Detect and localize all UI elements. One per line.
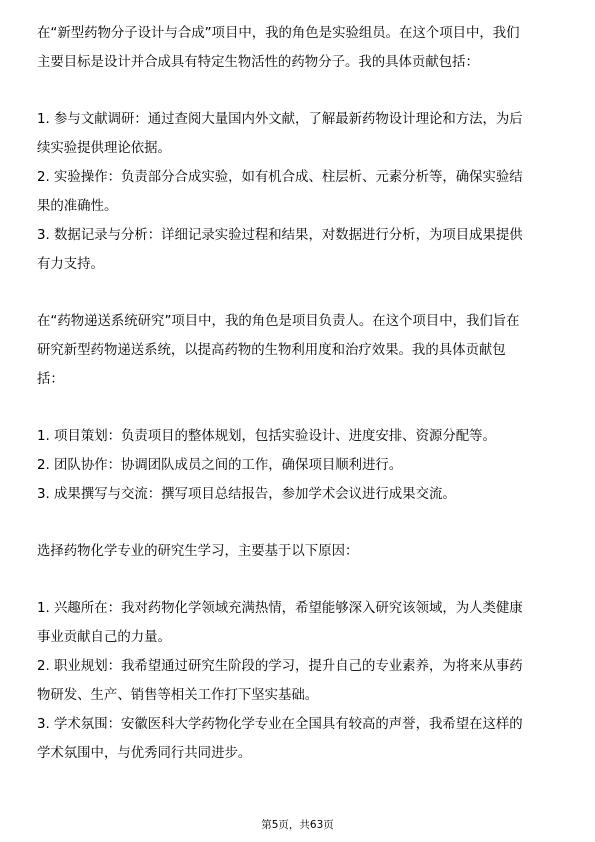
page-number: 第5页，共63页 — [261, 819, 334, 831]
text-line: 3. 成果撰写与交流：撰写项目总结报告，参加学术会议进行成果交流。 — [37, 487, 456, 502]
text-line: 续实验提供理论依据。 — [37, 141, 171, 156]
text-line: 2. 团队协作：协调团队成员之间的工作，确保项目顺利进行。 — [37, 458, 403, 473]
text-line: 1. 兴趣所在：我对药物化学领域充满热情，希望能够深入研究该领域，为人类健康 — [37, 601, 523, 616]
text-line: 学术氛围中，与优秀同行共同进步。 — [37, 746, 252, 761]
text-line: 研究新型药物递送系统，以提高药物的生物利用度和治疗效果。我的具体贡献包 — [37, 343, 506, 358]
text-line: 选择药物化学专业的研究生学习，主要基于以下原因： — [37, 544, 359, 559]
text-line: 在“新型药物分子设计与合成”项目中，我的角色是实验组员。在这个项目中，我们 — [37, 26, 520, 41]
text-line: 1. 参与文献调研：通过查阅大量国内外文献，了解最新药物设计理论和方法，为后 — [37, 112, 523, 127]
text-line: 1. 项目策划：负责项目的整体规划，包括实验设计、进度安排、资源分配等。 — [37, 429, 496, 444]
text-line: 有力支持。 — [37, 257, 104, 272]
text-line: 3. 数据记录与分析：详细记录实验过程和结果，对数据进行分析，为项目成果提供 — [37, 228, 523, 243]
text-line: 2. 职业规划：我希望通过研究生阶段的学习，提升自己的专业素养，为将来从事药 — [37, 659, 523, 674]
text-line: 事业贡献自己的力量。 — [37, 630, 171, 645]
text-line: 物研发、生产、销售等相关工作打下坚实基础。 — [37, 688, 319, 703]
text-line: 括： — [37, 372, 64, 387]
text-line: 2. 实验操作：负责部分合成实验，如有机合成、柱层析、元素分析等，确保实验结 — [37, 170, 523, 185]
text-line: 3. 学术氛围：安徽医科大学药物化学专业在全国具有较高的声誉，我希望在这样的 — [37, 717, 523, 732]
text-line: 在“药物递送系统研究”项目中，我的角色是项目负责人。在这个项目中，我们旨在 — [37, 314, 520, 329]
text-line: 果的准确性。 — [37, 199, 118, 214]
text-line: 主要目标是设计并合成具有特定生物活性的药物分子。我的具体贡献包括： — [37, 55, 479, 70]
